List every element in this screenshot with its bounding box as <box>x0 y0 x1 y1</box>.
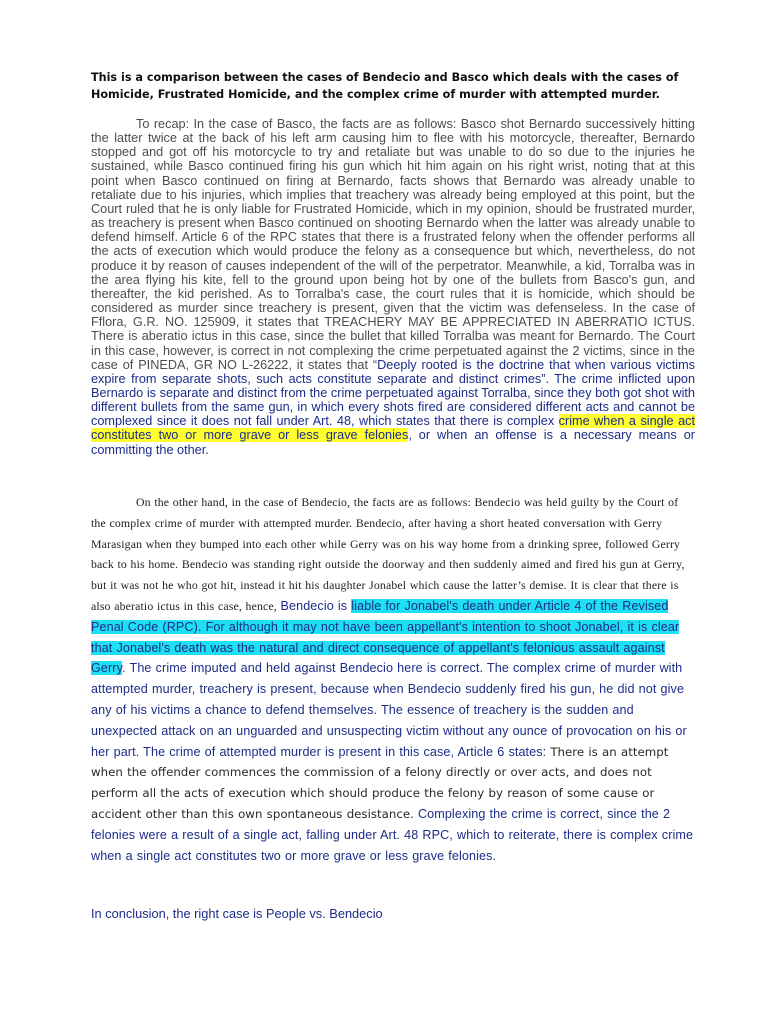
paragraph-bendecio-facts <box>91 492 695 866</box>
treachery-analysis: . The crime imputed and held against Bendecio here is correct. The complex crime of murder with attempted murder, treachery is present, because when Bendecio suddenly fired his gun, he did not give any of his victims a chance to defend themselves. The essence of treachery is the sudden and unexpected attack on an unguarded and unsuspecting victim without any ounce of provocation on his or her part. The crime of attempted murder is present in this case, Article 6 states: <box>91 661 687 759</box>
bendecio-facts-text: On the other hand, in the case of Bendecio, the facts are as follows: Bendecio was held guilty by the Court of the complex crime of murder with attempted murder. Bendecio, after having a short heated conversation with Gerry Marasigan when they bumped into each other while Gerry was on his way home from a drinking spree, followed Gerry back to his home. Bendecio was standing right outside the doorway and then suddenly aimed and fired his gun at Gerry, but it was not he who got hit, instead it hit his daughter Jonabel which cause the latter’s demise. It is clear that there is also aberatio ictus in this case, hence, <box>91 495 685 613</box>
paragraph-basco-recap <box>91 117 695 457</box>
bendecio-name: Bendecio is <box>280 598 352 613</box>
pineda-quote: Deeply rooted is the doctrine that when various victims expire from separate shots, such acts constitute separate and distinct crimes <box>91 357 695 386</box>
paragraph-end-text: , or when an offense is a necessary means or committing the other. <box>91 428 695 457</box>
conclusion-line: In conclusion, the right case is People vs. Bendecio <box>91 906 383 921</box>
article6-quote: There is an attempt when the offender commences the commission of a felony directly or over acts, and does not perform all the acts of execution which should produce the felony by reason of some cause or accident other than this own spontaneous desistance. <box>91 744 669 821</box>
art48-explanation: ”. The crime inflicted upon Bernardo is separate and distinct from the crime perpetuated against Torralba, since they both got shot with different bullets from the same gun, in which every shots fired are considered different acts and cannot be complexed since it does not fall under Art. 48, which states that there is complex <box>91 371 695 429</box>
document-title: This is a comparison between the cases of Bendecio and Basco which deals with the cases of Homicide, Frustrated Homicide, and the complex crime of murder with attempted murder. <box>91 71 679 101</box>
complexing-conclusion: Complexing the crime is correct, since the 2 felonies were a result of a single act, falling under Art. 48 RPC, which to reiterate, there is complex crime when a single act constitutes two or more grave or less grave felonies. <box>91 806 694 863</box>
highlight-liability: liable for Jonabel's death under Article 4 of the Revised Penal Code (RPC). For although it may not have been appellant's intention to shoot Jonabel, it is clear that Jonabel's death was the natural and direct consequence of appellant's felonious assault against Gerry <box>91 598 680 676</box>
recap-text: To recap: In the case of Basco, the facts are as follows: Basco shot Bernardo successively hitting the latter twice at the back of his left arm causing him to flee with his motorcycle, thereafter, Bernardo stopped and got off his motorcycle to try and retaliate but was unable to do so due to the injuries he sustained, while Basco continued firing his gun which hit him again on his right wrist, noting that at this point when Basco continued on firing at Bernardo, facts shows that Bernardo was already unable to retaliate due to his injuries, which implies that treachery was already being employed at this point, but the Court ruled that he is only liable for Frustrated Homicide, which in my opinion, should be frustrated murder, as treachery is present when Basco continued on shooting Bernardo when the latter was already unable to defend himself. Article 6 of the RPC states that there is a frustrated felony when the offender performs all the acts of execution which would produce the felony as a consequence but which, nevertheless, do not produce it by reason of causes independent of the will of the perpetrator. Meanwhile, a kid, Torralba was in the area flying his kite, fell to the ground upon being hot by one of the bullets from Basco's gun, and thereafter, the kid perished. As to Torralba's case, the court rules that it is homicide, which should be considered as murder since treachery is present, given that the victim was defenseless. In the case of Fflora, G.R. NO. 125909, it states that TREACHERY MAY BE APPRECIATED IN ABERRATIO ICTUS. There is aberatio ictus in this case, since the bullet that killed Torralba was meant for Bernardo. The Court in this case, however, is correct in not complexing the crime perpetuated against the 2 victims, since in the case of PINEDA, GR NO L-26222, it states that “ <box>91 117 695 372</box>
highlight-complex-crime: crime when a single act constitutes two or more grave or less grave felonies <box>91 414 695 443</box>
